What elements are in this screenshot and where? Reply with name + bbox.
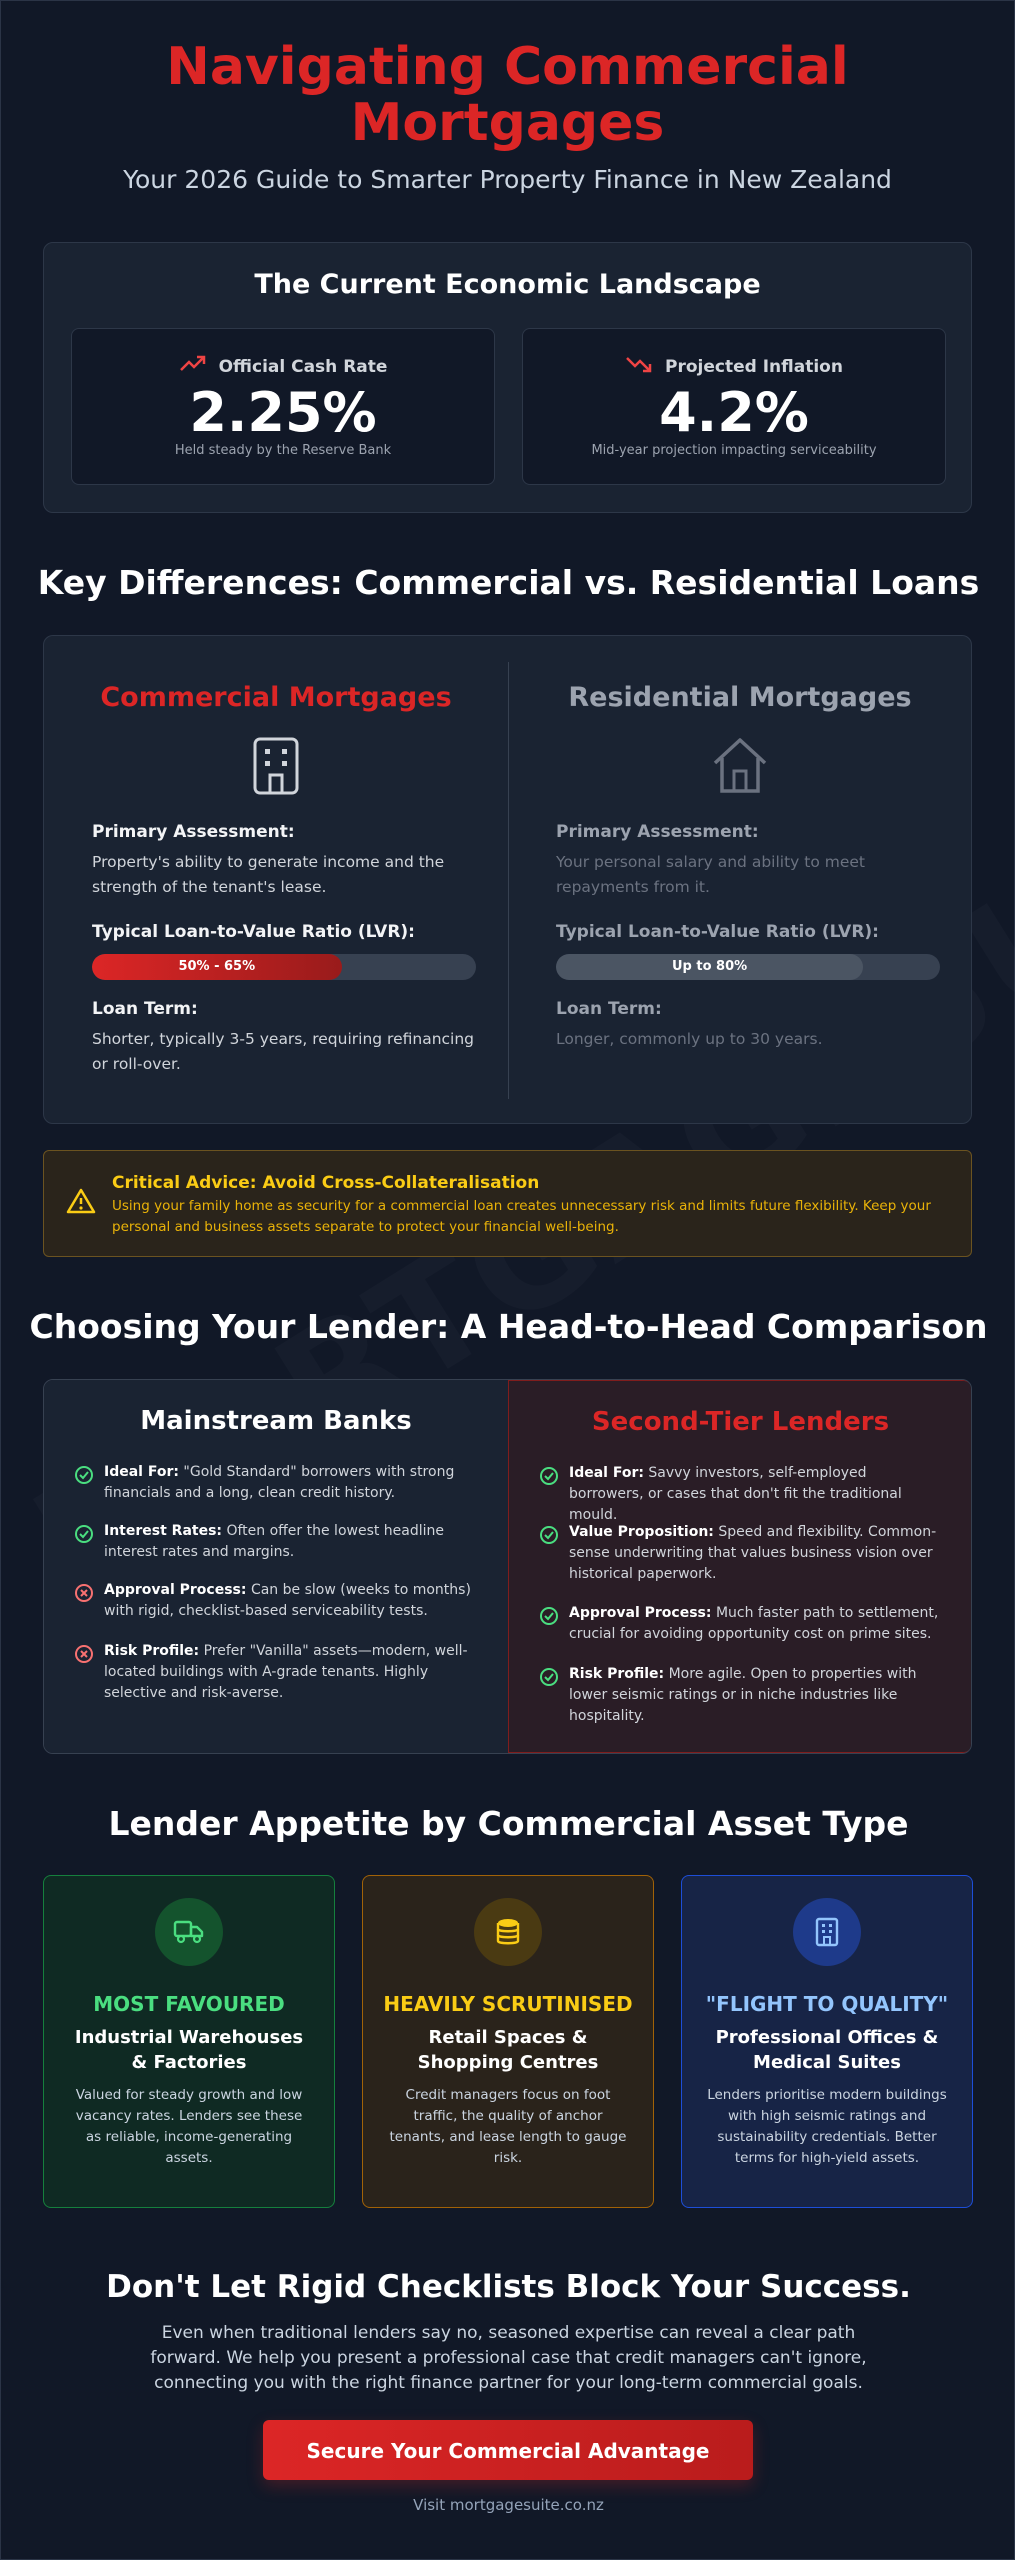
retail-name: Retail Spaces & Shopping Centres: [417, 2027, 599, 2073]
item-text: Much faster path to settlement, crucial for avoiding opportunity cost on prime sites.: [569, 1605, 939, 1642]
list-item: [74, 1462, 474, 1504]
item-label: Interest Rates:: [104, 1523, 223, 1539]
retail-desc: Credit managers focus on foot traffic, the quality of anchor tenants, and lease length to gauge risk.: [389, 2087, 627, 2166]
mainstream-heading: Mainstream Banks: [140, 1406, 412, 1436]
check-circle-icon: [74, 1524, 94, 1548]
residential-assessment-label: Primary Assessment:: [556, 822, 759, 842]
check-circle-icon: [539, 1667, 559, 1691]
warning-triangle-icon: [66, 1187, 96, 1219]
list-item: [74, 1521, 474, 1563]
residential-column: [508, 636, 972, 1123]
item-label: Value Proposition:: [569, 1524, 714, 1540]
differences-title: Key Differences: Commercial vs. Residential Loans: [37, 563, 980, 602]
cash-rate-value: 2.25%: [189, 381, 377, 444]
residential-term-label: Loan Term:: [556, 999, 662, 1019]
cross-collateral-alert: [43, 1150, 972, 1257]
visit-link[interactable]: Visit mortgagesuite.co.nz: [413, 2496, 604, 2514]
list-item: [539, 1603, 939, 1645]
cash-rate-note: Held steady by the Reserve Bank: [174, 443, 392, 458]
economic-landscape-title: The Current Economic Landscape: [254, 269, 761, 300]
check-circle-icon: [74, 1465, 94, 1489]
item-text: Can be slow (weeks to months) with rigid, checklist-based serviceability tests.: [104, 1582, 471, 1619]
residential-lvr-label: Typical Loan-to-Value Ratio (LVR):: [556, 922, 879, 942]
list-item: [539, 1522, 939, 1585]
industrial-card: [43, 1875, 335, 2208]
page-title: Navigating Commercial Mortgages: [166, 37, 849, 153]
item-text: Often offer the lowest headline interest rates and margins.: [104, 1523, 445, 1560]
list-item: [539, 1664, 939, 1727]
item-text: "Gold Standard" borrowers with strong financials and a long, clean credit history.: [104, 1464, 455, 1501]
retail-card: [362, 1875, 654, 2208]
inflation-card: [522, 328, 946, 485]
retail-tag: HEAVILY SCRUTINISED: [383, 1992, 633, 2016]
trending-up-icon: [179, 354, 207, 379]
lenders-title: Choosing Your Lender: A Head-to-Head Comparison: [29, 1307, 988, 1346]
commercial-column: [44, 636, 508, 1123]
page-subtitle: Your 2026 Guide to Smarter Property Finance in New Zealand: [123, 165, 892, 194]
commercial-term-label: Loan Term:: [92, 999, 198, 1019]
cash-rate-card: [71, 328, 495, 485]
commercial-assessment-label: Primary Assessment:: [92, 822, 295, 842]
item-text: Prefer "Vanilla" assets—modern, well-located buildings with A-grade tenants. Highly selective and risk-averse.: [104, 1643, 468, 1701]
item-label: Approval Process:: [569, 1605, 712, 1621]
lender-comparison: [43, 1379, 972, 1754]
office-tag: "FLIGHT TO QUALITY": [705, 1992, 949, 2016]
cta-body: Even when traditional lenders say no, seasoned expertise can reveal a clear path forward. We help you present a professional case that credit managers can't ignore, connecting you with the right finance partner for your long-term commercial goals.: [150, 2323, 867, 2393]
check-circle-icon: [539, 1466, 559, 1490]
item-text: Speed and flexibility. Common-sense underwriting that values business vision over historical paperwork.: [569, 1524, 937, 1582]
list-item: [539, 1463, 939, 1526]
second-tier-lenders-column: [508, 1380, 972, 1753]
office-building-icon: [44, 735, 508, 797]
commercial-heading: Commercial Mortgages: [100, 682, 452, 713]
residential-term-text: Longer, commonly up to 30 years.: [556, 1030, 823, 1048]
alert-body: Using your family home as security for a commercial loan creates unnecessary risk and limits future flexibility. Keep your personal and business assets separate to protect your financial well-being.: [112, 1198, 931, 1235]
commercial-lvr-bar: [92, 954, 476, 980]
x-circle-icon: [74, 1644, 94, 1668]
office-desc: Lenders prioritise modern buildings with high seismic ratings and sustainability credentials. Better terms for high-yield assets.: [707, 2087, 947, 2166]
inflation-value: 4.2%: [659, 381, 809, 444]
inflation-note: Mid-year projection impacting serviceability: [591, 443, 877, 458]
residential-assessment-text: Your personal salary and ability to meet repayments from it.: [556, 853, 865, 896]
residential-lvr-bar: [556, 954, 940, 980]
item-label: Approval Process:: [104, 1582, 247, 1598]
list-item: [74, 1580, 474, 1622]
second-tier-heading: Second-Tier Lenders: [591, 1407, 890, 1437]
item-text: More agile. Open to properties with lower seismic ratings or in niche industries like hospitality.: [569, 1666, 917, 1724]
office-building-icon: [793, 1898, 861, 1966]
item-label: Ideal For:: [569, 1465, 644, 1481]
item-label: Ideal For:: [104, 1464, 179, 1480]
item-text: Savvy investors, self-employed borrowers, or cases that don't fit the traditional mould.: [569, 1465, 902, 1523]
commercial-assessment-text: Property's ability to generate income and the strength of the tenant's lease.: [92, 853, 445, 896]
economic-landscape-panel: [43, 242, 972, 513]
coins-icon: [474, 1898, 542, 1966]
residential-heading: Residential Mortgages: [568, 682, 912, 713]
commercial-lvr-label: Typical Loan-to-Value Ratio (LVR):: [92, 922, 415, 942]
residential-lvr-value: Up to 80%: [672, 959, 748, 974]
commercial-lvr-value: 50% - 65%: [178, 959, 256, 974]
hero: [1, 1, 1014, 194]
inflation-label: Projected Inflation: [665, 356, 843, 377]
industrial-name: Industrial Warehouses & Factories: [74, 2027, 304, 2073]
house-icon: [508, 735, 972, 797]
differences-panel: [43, 635, 972, 1124]
cta-heading: Don't Let Rigid Checklists Block Your Success.: [106, 2269, 911, 2305]
office-name: Professional Offices & Medical Suites: [715, 2027, 939, 2073]
item-label: Risk Profile:: [104, 1643, 200, 1659]
commercial-term-text: Shorter, typically 3-5 years, requiring refinancing or roll-over.: [92, 1030, 475, 1073]
alert-title: Critical Advice: Avoid Cross-Collateralisation: [112, 1173, 540, 1193]
mainstream-banks-column: [44, 1380, 508, 1753]
office-card: [681, 1875, 973, 2208]
list-item: [74, 1641, 474, 1704]
secure-advantage-button[interactable]: Secure Your Commercial Advantage: [263, 2420, 753, 2480]
industrial-tag: MOST FAVOURED: [93, 1992, 285, 2016]
appetite-title: Lender Appetite by Commercial Asset Type: [108, 1804, 909, 1843]
industrial-desc: Valued for steady growth and low vacancy rates. Lenders see these as reliable, income-generating assets.: [75, 2087, 303, 2166]
item-label: Risk Profile:: [569, 1666, 665, 1682]
check-circle-icon: [539, 1606, 559, 1630]
x-circle-icon: [74, 1583, 94, 1607]
check-circle-icon: [539, 1525, 559, 1549]
cash-rate-label: Official Cash Rate: [218, 356, 388, 377]
trending-down-icon: [625, 354, 653, 379]
truck-icon: [155, 1898, 223, 1966]
